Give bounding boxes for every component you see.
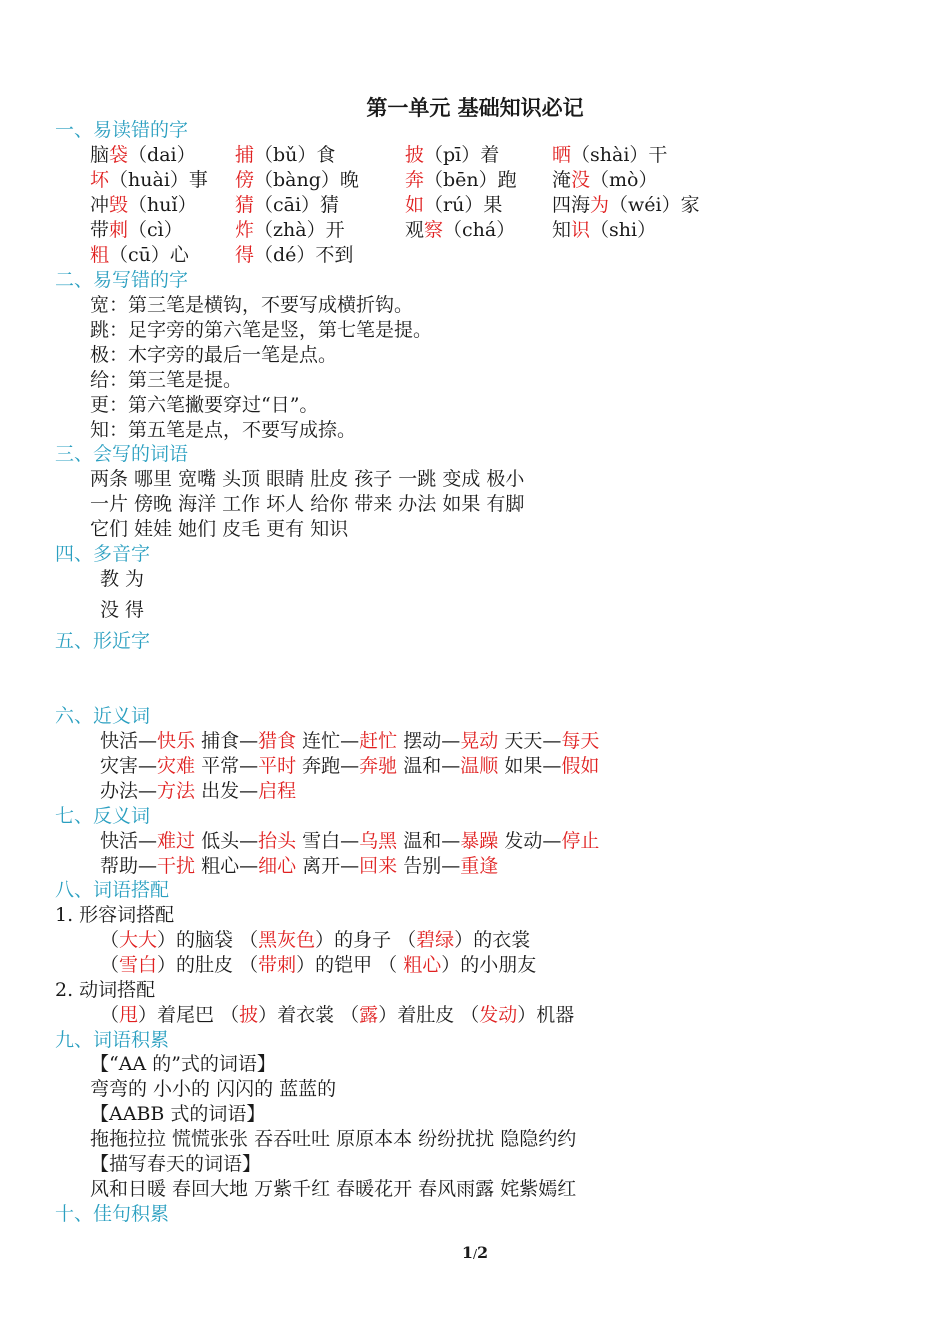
collocated-noun: ）的小朋友 — [441, 954, 537, 976]
pinyin-entry — [405, 218, 515, 243]
pinyin-target-char: 奔 — [405, 169, 425, 191]
writing-note: 知：第五笔是点，不要写成捺。 — [90, 419, 357, 441]
section-heading-2: 二、易写错的字 — [55, 269, 189, 291]
pinyin-reading: （shài）干 — [571, 144, 668, 166]
pinyin-reading: （cāi）猜 — [254, 194, 340, 216]
pinyin-reading: （zhà）开 — [254, 219, 345, 241]
paired-word: 停止 — [561, 830, 600, 852]
pinyin-entry — [405, 168, 517, 193]
collocated-noun: ）的脑袋 — [157, 929, 240, 951]
page-title: 第一单元 基础知识必记 — [366, 95, 584, 120]
word: 平常— — [201, 755, 259, 777]
pinyin-word-part: 带 — [90, 219, 110, 241]
accumulation-heading: 【AABB 式的词语】 — [90, 1103, 266, 1125]
paired-word: 赶忙 — [359, 730, 398, 752]
pinyin-entry — [552, 193, 700, 218]
pinyin-entry — [552, 143, 667, 168]
bracket: （ — [100, 1004, 120, 1026]
collocated-noun: ）着肚皮 — [378, 1004, 461, 1026]
pinyin-target-char: 晒 — [552, 144, 572, 166]
word: 奔跑— — [302, 755, 360, 777]
pinyin-target-char: 识 — [571, 219, 591, 241]
answer: 发动 — [479, 1004, 518, 1026]
pinyin-word-part: 知 — [552, 219, 572, 241]
pinyin-entry — [235, 168, 359, 193]
accumulation-line: 拖拖拉拉 慌慌张张 吞吞吐吐 原原本本 纷纷扰扰 隐隐约约 — [90, 1128, 577, 1150]
answer: 披 — [239, 1004, 259, 1026]
pinyin-target-char: 傍 — [235, 169, 255, 191]
paired-word: 难过 — [157, 830, 196, 852]
answer: 粗心 — [403, 954, 442, 976]
pinyin-target-char: 察 — [424, 219, 444, 241]
subheading-adjective: 1. 形容词搭配 — [55, 904, 175, 926]
pinyin-entry — [552, 168, 658, 193]
pinyin-target-char: 刺 — [109, 219, 129, 241]
bracket: （ — [340, 1004, 360, 1026]
paired-word: 重逢 — [460, 855, 499, 877]
pinyin-reading: （rú）果 — [424, 194, 503, 216]
words-line: 一片 傍晚 海洋 工作 坏人 给你 带来 办法 如果 有脚 — [90, 493, 525, 515]
pinyin-entry — [235, 218, 345, 243]
total-pages: 2 — [477, 1243, 489, 1262]
collocated-noun: ）的肚皮 — [157, 954, 240, 976]
paired-word: 假如 — [561, 755, 600, 777]
pinyin-entry — [90, 243, 189, 268]
section-heading-1: 一、易读错的字 — [55, 119, 189, 141]
pinyin-target-char: 没 — [571, 169, 591, 191]
collocation-line — [100, 1003, 574, 1028]
pinyin-entry — [552, 218, 656, 243]
pinyin-reading: （pī）着 — [424, 144, 500, 166]
writing-note: 极：木字旁的最后一笔是点。 — [90, 344, 338, 366]
collocation-line — [100, 928, 530, 953]
accumulation-line: 风和日暖 春回大地 万紫千红 春暖花开 春风雨露 姹紫嫣红 — [90, 1178, 577, 1200]
accumulation-heading: 【描写春天的词语】 — [90, 1153, 262, 1175]
pinyin-reading: （bàng）晚 — [254, 169, 359, 191]
word: 告别— — [403, 855, 461, 877]
pinyin-reading: （cū）心 — [109, 244, 189, 266]
section-heading-5: 五、形近字 — [55, 630, 151, 652]
pinyin-entry — [90, 168, 208, 193]
word: 快活— — [100, 830, 158, 852]
subheading-verb: 2. 动词搭配 — [55, 979, 156, 1001]
pinyin-reading: （huǐ） — [128, 194, 197, 216]
pinyin-word-part: 脑 — [90, 144, 110, 166]
pinyin-reading: （dai） — [128, 144, 196, 166]
writing-note: 给：第三笔是提。 — [90, 369, 243, 391]
answer: 带刺 — [258, 954, 297, 976]
accumulation-heading: 【“AA 的”式的词语】 — [90, 1053, 276, 1075]
paired-word: 乌黑 — [359, 830, 398, 852]
page-number — [0, 1243, 950, 1262]
word: 天天— — [504, 730, 562, 752]
paired-word: 灾难 — [157, 755, 196, 777]
word: 出发— — [201, 780, 259, 802]
collocated-noun: ）着尾巴 — [138, 1004, 221, 1026]
word: 灾害— — [100, 755, 158, 777]
answer: 甩 — [119, 1004, 139, 1026]
collocation-line — [100, 953, 536, 978]
words-line: 两条 哪里 宽嘴 头顶 眼睛 肚皮 孩子 一跳 变成 极小 — [90, 468, 525, 490]
synonym-line — [100, 754, 599, 779]
pinyin-target-char: 毁 — [109, 194, 129, 216]
pinyin-reading: （cì） — [128, 219, 183, 241]
pinyin-reading: （wéi）家 — [609, 194, 700, 216]
word: 帮助— — [100, 855, 158, 877]
paired-word: 温顺 — [460, 755, 499, 777]
pinyin-entry — [405, 193, 502, 218]
pinyin-word-part: 四海 — [552, 194, 591, 216]
pinyin-entry — [235, 143, 335, 168]
answer: 黑灰色 — [258, 929, 316, 951]
word: 捕食— — [201, 730, 259, 752]
word: 办法— — [100, 780, 158, 802]
pinyin-word-part: 观 — [405, 219, 425, 241]
section-heading-7: 七、反义词 — [55, 805, 151, 827]
collocated-noun: ）机器 — [517, 1004, 575, 1026]
section-heading-3: 三、会写的词语 — [55, 443, 189, 465]
pinyin-reading: （mò） — [590, 169, 658, 191]
pinyin-target-char: 猜 — [235, 194, 255, 216]
pinyin-reading: （chá） — [443, 219, 516, 241]
section-heading-10: 十、佳句积累 — [55, 1203, 170, 1225]
paired-word: 启程 — [258, 780, 297, 802]
collocated-noun: ）的身子 — [315, 929, 398, 951]
word: 低头— — [201, 830, 259, 852]
bracket: （ — [239, 954, 259, 976]
section-heading-8: 八、词语搭配 — [55, 879, 170, 901]
pinyin-entry — [90, 218, 183, 243]
word: 雪白— — [302, 830, 360, 852]
synonym-line — [100, 779, 296, 804]
paired-word: 奔驰 — [359, 755, 398, 777]
pinyin-entry — [90, 143, 196, 168]
section-heading-6: 六、近义词 — [55, 705, 151, 727]
pinyin-target-char: 捕 — [235, 144, 255, 166]
pinyin-entry — [90, 193, 197, 218]
pinyin-entry — [405, 143, 499, 168]
current-page: 1 — [461, 1243, 473, 1262]
collocated-noun: ）的铠甲 — [296, 954, 379, 976]
paired-word: 回来 — [359, 855, 398, 877]
paired-word: 细心 — [258, 855, 297, 877]
pinyin-entry — [235, 193, 339, 218]
polyphone-line: 没 得 — [100, 599, 145, 621]
pinyin-entry — [235, 243, 353, 268]
paired-word: 每天 — [561, 730, 600, 752]
bracket: （ — [378, 954, 404, 976]
pinyin-target-char: 袋 — [109, 144, 129, 166]
writing-note: 更：第六笔撇要穿过“日”。 — [90, 394, 319, 416]
word: 连忙— — [302, 730, 360, 752]
antonym-line — [100, 854, 498, 879]
answer: 碧绿 — [416, 929, 455, 951]
page-separator: / — [472, 1247, 478, 1261]
collocated-noun: ）的衣裳 — [454, 929, 531, 951]
pinyin-reading: （bǔ）食 — [254, 144, 336, 166]
pinyin-reading: （shi） — [590, 219, 657, 241]
bracket: （ — [239, 929, 259, 951]
word: 温和— — [403, 755, 461, 777]
pinyin-target-char: 坏 — [90, 169, 110, 191]
word: 快活— — [100, 730, 158, 752]
paired-word: 晃动 — [460, 730, 499, 752]
word: 粗心— — [201, 855, 259, 877]
section-heading-4: 四、多音字 — [55, 543, 151, 565]
answer: 大大 — [119, 929, 158, 951]
pinyin-target-char: 如 — [405, 194, 425, 216]
pinyin-reading: （bēn）跑 — [424, 169, 517, 191]
word: 温和— — [403, 830, 461, 852]
paired-word: 干扰 — [157, 855, 196, 877]
pinyin-target-char: 粗 — [90, 244, 110, 266]
answer: 雪白 — [119, 954, 158, 976]
pinyin-word-part: 淹 — [552, 169, 572, 191]
pinyin-target-char: 得 — [235, 244, 255, 266]
accumulation-line: 弯弯的 小小的 闪闪的 蓝蓝的 — [90, 1078, 337, 1100]
bracket: （ — [100, 929, 120, 951]
paired-word: 平时 — [258, 755, 297, 777]
collocated-noun: ）着衣裳 — [258, 1004, 341, 1026]
word: 摆动— — [403, 730, 461, 752]
bracket: （ — [460, 1004, 480, 1026]
pinyin-target-char: 为 — [590, 194, 610, 216]
pinyin-target-char: 披 — [405, 144, 425, 166]
paired-word: 快乐 — [157, 730, 196, 752]
words-line: 它们 娃娃 她们 皮毛 更有 知识 — [90, 518, 349, 540]
writing-note: 宽：第三笔是横钩，不要写成横折钩。 — [90, 294, 414, 316]
paired-word: 抬头 — [258, 830, 297, 852]
pinyin-target-char: 炸 — [235, 219, 255, 241]
polyphone-line: 教 为 — [100, 568, 145, 590]
section-heading-9: 九、词语积累 — [55, 1029, 170, 1051]
bracket: （ — [100, 954, 120, 976]
paired-word: 方法 — [157, 780, 196, 802]
bracket: （ — [397, 929, 417, 951]
pinyin-reading: （huài）事 — [109, 169, 208, 191]
paired-word: 暴躁 — [460, 830, 499, 852]
paired-word: 猎食 — [258, 730, 297, 752]
antonym-line — [100, 829, 599, 854]
word: 发动— — [504, 830, 562, 852]
writing-note: 跳：足字旁的第六笔是竖，第七笔是提。 — [90, 319, 433, 341]
answer: 露 — [359, 1004, 379, 1026]
pinyin-word-part: 冲 — [90, 194, 110, 216]
bracket: （ — [220, 1004, 240, 1026]
word: 如果— — [504, 755, 562, 777]
pinyin-reading: （dé）不到 — [254, 244, 354, 266]
synonym-line — [100, 729, 599, 754]
word: 离开— — [302, 855, 360, 877]
